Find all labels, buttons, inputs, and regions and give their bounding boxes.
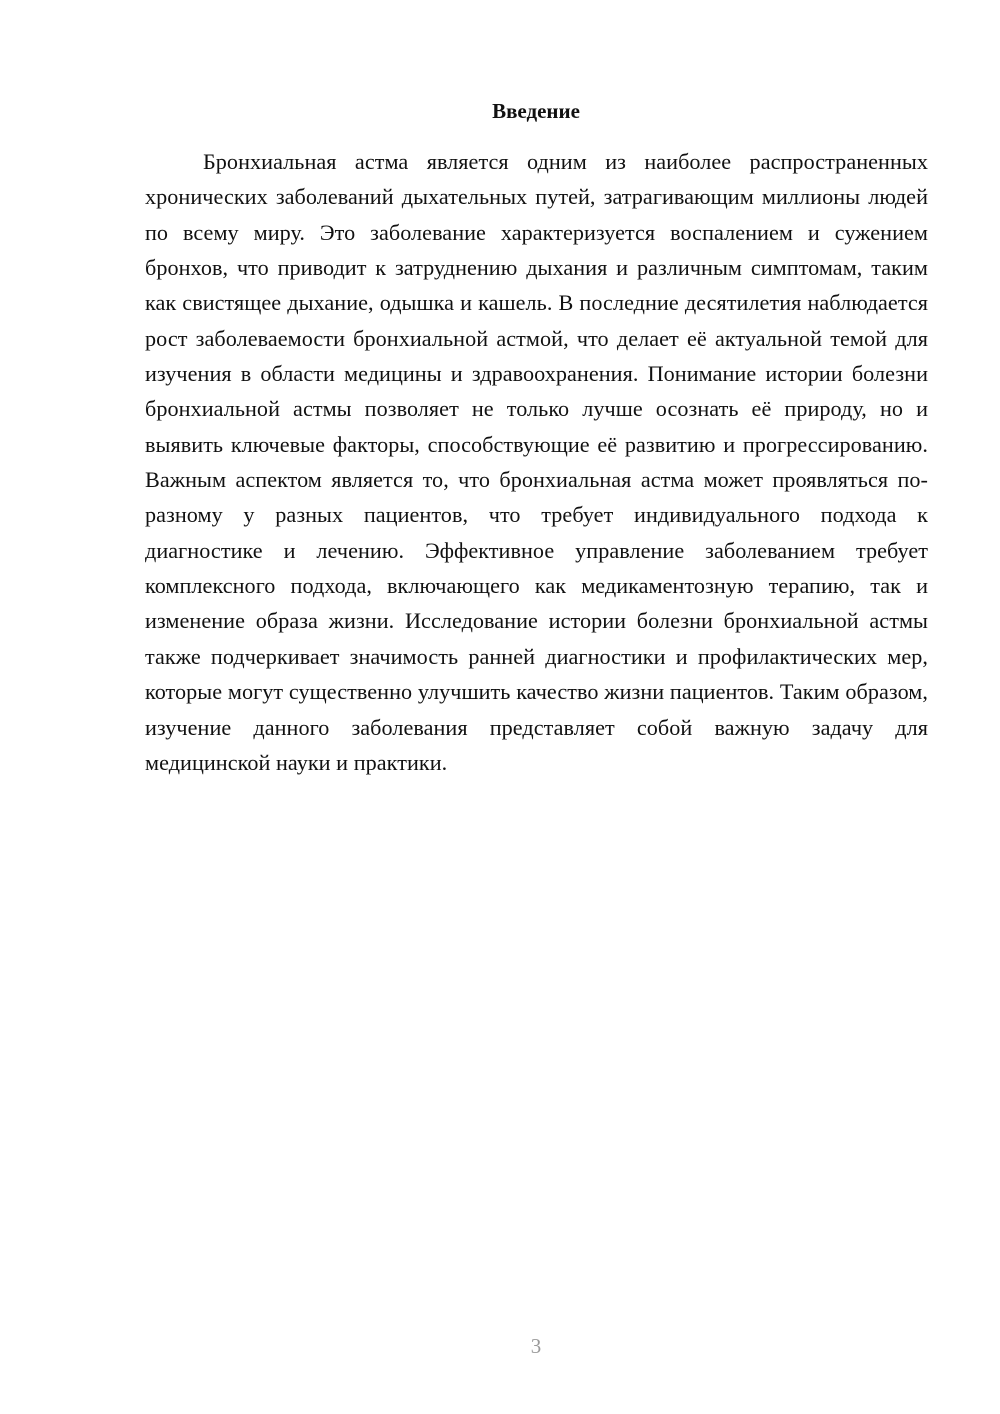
page-number: 3: [530, 1334, 542, 1358]
introduction-paragraph: Бронхиальная астма является одним из наиболее распространенных хронических заболеваний дыхательных путей, затрагивающим миллионы людей по всему миру. Это заболевание характеризуется воспалением и сужением бронхов, что приводит к затруднению дыхания и различным симптомам, таким как свистящее дыхание, одышка и кашель. В последние десятилетия наблюдается рост заболеваемости бронхиальной астмой, что делает её актуальной темой для изучения в области медицины и здравоохранения. Понимание истории болезни бронхиальной астмы позволяет не только лучше осознать её природу, но и выявить ключевые факторы, способствующие её развитию и прогрессированию. Важным аспектом является то, что бронхиальная астма может проявляться по-разному у разных пациентов, что требует индивидуального подхода к диагностике и лечению. Эффективное управление заболеванием требует комплексного подхода, включающего как медикаментозную терапию, так и изменение образа жизни. Исследование истории болезни бронхиальной астмы также подчеркивает значимость ранней диагностики и профилактических мер, которые могут существенно улучшить качество жизни пациентов. Таким образом, изучение данного заболевания представляет собой важную задачу для медицинской науки и практики.: [145, 149, 928, 775]
section-heading: Введение: [492, 99, 580, 123]
